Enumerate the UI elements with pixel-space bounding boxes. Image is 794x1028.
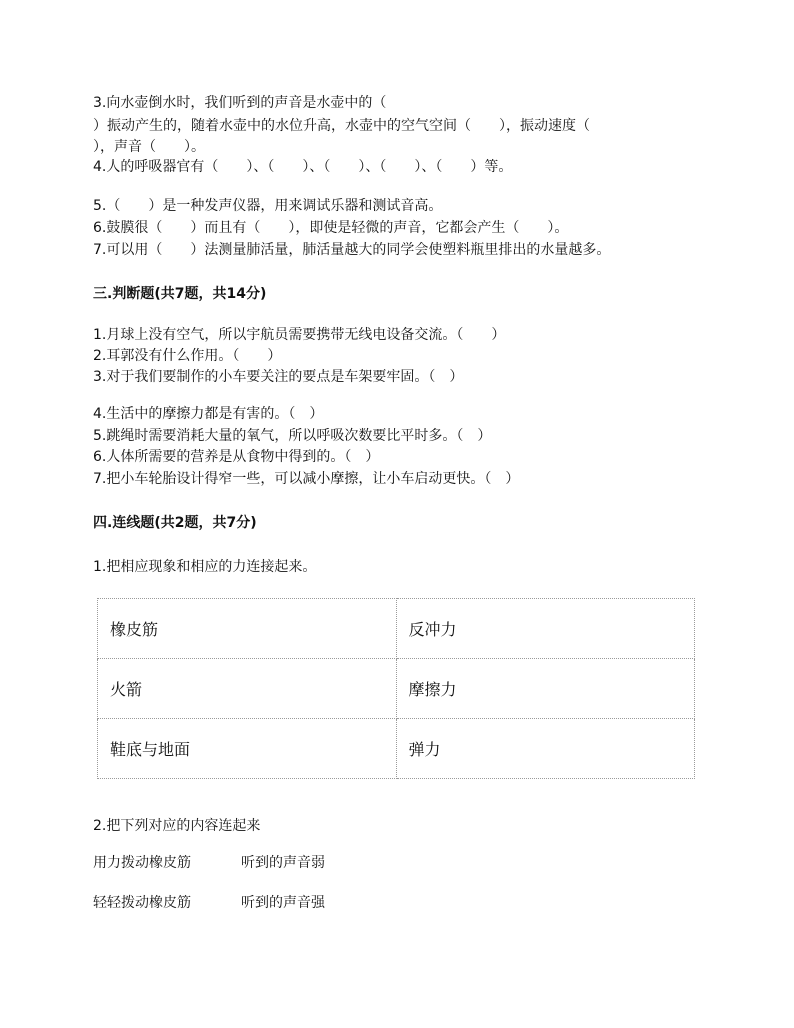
judgement-q5: 5.跳绳时需要消耗大量的氧气，所以呼吸次数要比平时多。（ ） — [93, 428, 492, 444]
table-cell-left: 鞋底与地面 — [98, 719, 397, 779]
fill-blank-q7: 7.可以用（ ）法测量肺活量，肺活量越大的同学会使塑料瓶里排出的水量越多。 — [93, 242, 611, 258]
fill-blank-q5: 5.（ ）是一种发声仪器，用来调试乐器和测试音高。 — [93, 198, 443, 214]
table-row — [98, 719, 695, 779]
fill-blank-q6: 6.鼓膜很（ ）而且有（ ），即使是轻微的声音，它都会产生（ ）。 — [93, 220, 569, 236]
fill-blank-q3-line1: 3.向水壶倒水时，我们听到的声音是水壶中的（ — [93, 95, 387, 111]
judgement-q3: 3.对于我们要制作的小车要关注的要点是车架要牢固。（ ） — [93, 369, 464, 385]
table-row — [98, 599, 695, 659]
table-row — [98, 659, 695, 719]
table-cell-left: 橡皮筋 — [98, 599, 397, 659]
pair-right: 听到的声音弱 — [241, 855, 325, 871]
fill-blank-q4: 4.人的呼吸器官有（ ）、（ ）、（ ）、（ ）、（ ）等。 — [93, 159, 513, 175]
matching-q2-prompt: 2.把下列对应的内容连起来 — [93, 818, 261, 834]
table-cell-left: 火箭 — [98, 659, 397, 719]
pair-left: 用力拨动橡皮筋 — [93, 855, 191, 871]
judgement-q2: 2.耳郭没有什么作用。（ ） — [93, 348, 282, 364]
pair-right: 听到的声音强 — [241, 895, 325, 911]
section-heading-matching: 四.连线题(共2题，共7分) — [93, 515, 257, 531]
fill-blank-q3-line2: ）振动产生的，随着水壶中的水位升高，水壶中的空气空间（ ），振动速度（ — [93, 118, 590, 134]
judgement-q1: 1.月球上没有空气，所以宇航员需要携带无线电设备交流。（ ） — [93, 327, 506, 343]
table-cell-right: 反冲力 — [396, 599, 695, 659]
section-heading-judgement: 三.判断题(共7题，共14分) — [93, 286, 267, 302]
matching-pair-row — [93, 892, 325, 912]
pair-left: 轻轻拨动橡皮筋 — [93, 895, 191, 911]
table-cell-right: 摩擦力 — [396, 659, 695, 719]
judgement-q6: 6.人体所需要的营养是从食物中得到的。（ ） — [93, 449, 380, 465]
table-cell-right: 弹力 — [396, 719, 695, 779]
matching-q1-prompt: 1.把相应现象和相应的力连接起来。 — [93, 559, 317, 575]
fill-blank-q3-line3: ），声音（ ）。 — [93, 139, 205, 155]
judgement-q4: 4.生活中的摩擦力都是有害的。（ ） — [93, 406, 324, 422]
judgement-q7: 7.把小车轮胎设计得窄一些，可以减小摩擦，让小车启动更快。（ ） — [93, 471, 520, 487]
matching-table — [97, 598, 695, 779]
matching-pair-row — [93, 852, 325, 872]
